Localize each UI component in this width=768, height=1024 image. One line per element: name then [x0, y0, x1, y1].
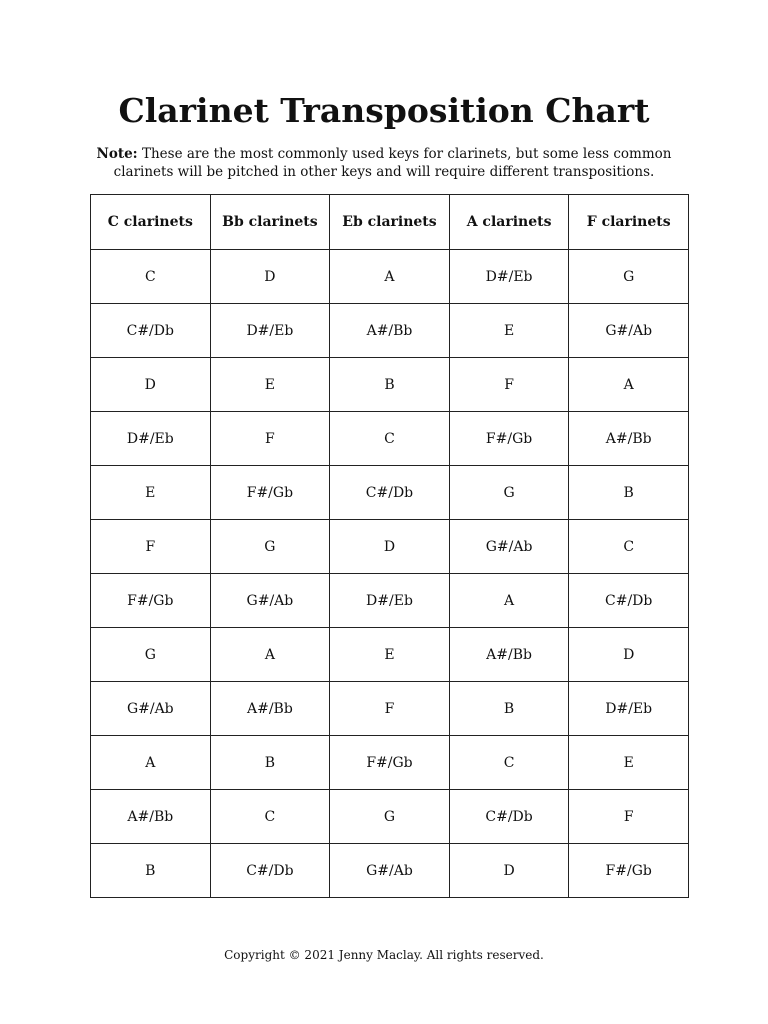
header-c-clarinets: C clarinets	[91, 195, 211, 250]
table-row	[91, 520, 689, 574]
table-cell: F#/Gb	[210, 466, 330, 520]
table-cell: E	[330, 628, 450, 682]
table-row	[91, 304, 689, 358]
table-row	[91, 250, 689, 304]
transposition-table	[90, 194, 689, 898]
table-cell: D#/Eb	[569, 682, 689, 736]
table-cell: E	[449, 304, 569, 358]
table-cell: A	[210, 628, 330, 682]
page-title: Clarinet Transposition Chart	[118, 91, 650, 130]
table-cell: G	[449, 466, 569, 520]
table-cell: F	[210, 412, 330, 466]
table-row	[91, 790, 689, 844]
header-bb-clarinets: Bb clarinets	[210, 195, 330, 250]
table-cell: C	[330, 412, 450, 466]
table-cell: G#/Ab	[91, 682, 211, 736]
table-cell: D#/Eb	[91, 412, 211, 466]
table-cell: D	[91, 358, 211, 412]
header-f-clarinets: F clarinets	[569, 195, 689, 250]
table-cell: A	[569, 358, 689, 412]
header-a-clarinets: A clarinets	[449, 195, 569, 250]
table-row	[91, 358, 689, 412]
table-cell: A	[91, 736, 211, 790]
note-label: Note:	[96, 146, 138, 162]
table-cell: C#/Db	[449, 790, 569, 844]
table-cell: G#/Ab	[569, 304, 689, 358]
table-cell: F#/Gb	[449, 412, 569, 466]
header-eb-clarinets: Eb clarinets	[330, 195, 450, 250]
table-cell: D	[569, 628, 689, 682]
table-cell: B	[449, 682, 569, 736]
table-cell: G	[210, 520, 330, 574]
header-row	[91, 195, 689, 250]
table-cell: D#/Eb	[330, 574, 450, 628]
table-cell: B	[330, 358, 450, 412]
table-cell: F#/Gb	[569, 844, 689, 898]
table-cell: E	[210, 358, 330, 412]
table-cell: B	[210, 736, 330, 790]
note-paragraph	[90, 145, 678, 181]
table-cell: G	[330, 790, 450, 844]
table-row	[91, 412, 689, 466]
table-cell: A#/Bb	[330, 304, 450, 358]
table-cell: E	[569, 736, 689, 790]
table-body	[91, 250, 689, 898]
table-cell: B	[569, 466, 689, 520]
table-cell: G#/Ab	[330, 844, 450, 898]
table-cell: A	[330, 250, 450, 304]
table-cell: C	[210, 790, 330, 844]
table-cell: G#/Ab	[449, 520, 569, 574]
table-row	[91, 628, 689, 682]
table-cell: G	[91, 628, 211, 682]
table-row	[91, 466, 689, 520]
table-cell: C#/Db	[210, 844, 330, 898]
table-cell: F	[330, 682, 450, 736]
table-cell: A#/Bb	[449, 628, 569, 682]
table-cell: A#/Bb	[210, 682, 330, 736]
table-cell: G#/Ab	[210, 574, 330, 628]
table-cell: G	[569, 250, 689, 304]
table-cell: F	[569, 790, 689, 844]
table-cell: E	[91, 466, 211, 520]
table-cell: A#/Bb	[569, 412, 689, 466]
table-cell: A	[449, 574, 569, 628]
table-cell: D	[330, 520, 450, 574]
table-row	[91, 844, 689, 898]
table-cell: D#/Eb	[449, 250, 569, 304]
copyright-text: Copyright © 2021 Jenny Maclay. All rights reserved.	[224, 948, 544, 962]
table-cell: C	[569, 520, 689, 574]
table-cell: A#/Bb	[91, 790, 211, 844]
table-cell: C#/Db	[91, 304, 211, 358]
table-row	[91, 736, 689, 790]
table-cell: F	[449, 358, 569, 412]
table-cell: D	[449, 844, 569, 898]
table-cell: F	[91, 520, 211, 574]
table-cell: C#/Db	[569, 574, 689, 628]
note-text: These are the most commonly used keys for clarinets, but some less common clarinets will be pitched in other keys and will require different transpositions.	[113, 146, 672, 180]
table-cell: C#/Db	[330, 466, 450, 520]
table-cell: F#/Gb	[91, 574, 211, 628]
table-cell: D	[210, 250, 330, 304]
table-cell: D#/Eb	[210, 304, 330, 358]
table-row	[91, 574, 689, 628]
table-cell: B	[91, 844, 211, 898]
table-cell: C	[91, 250, 211, 304]
table-cell: F#/Gb	[330, 736, 450, 790]
table-row	[91, 682, 689, 736]
table-cell: C	[449, 736, 569, 790]
